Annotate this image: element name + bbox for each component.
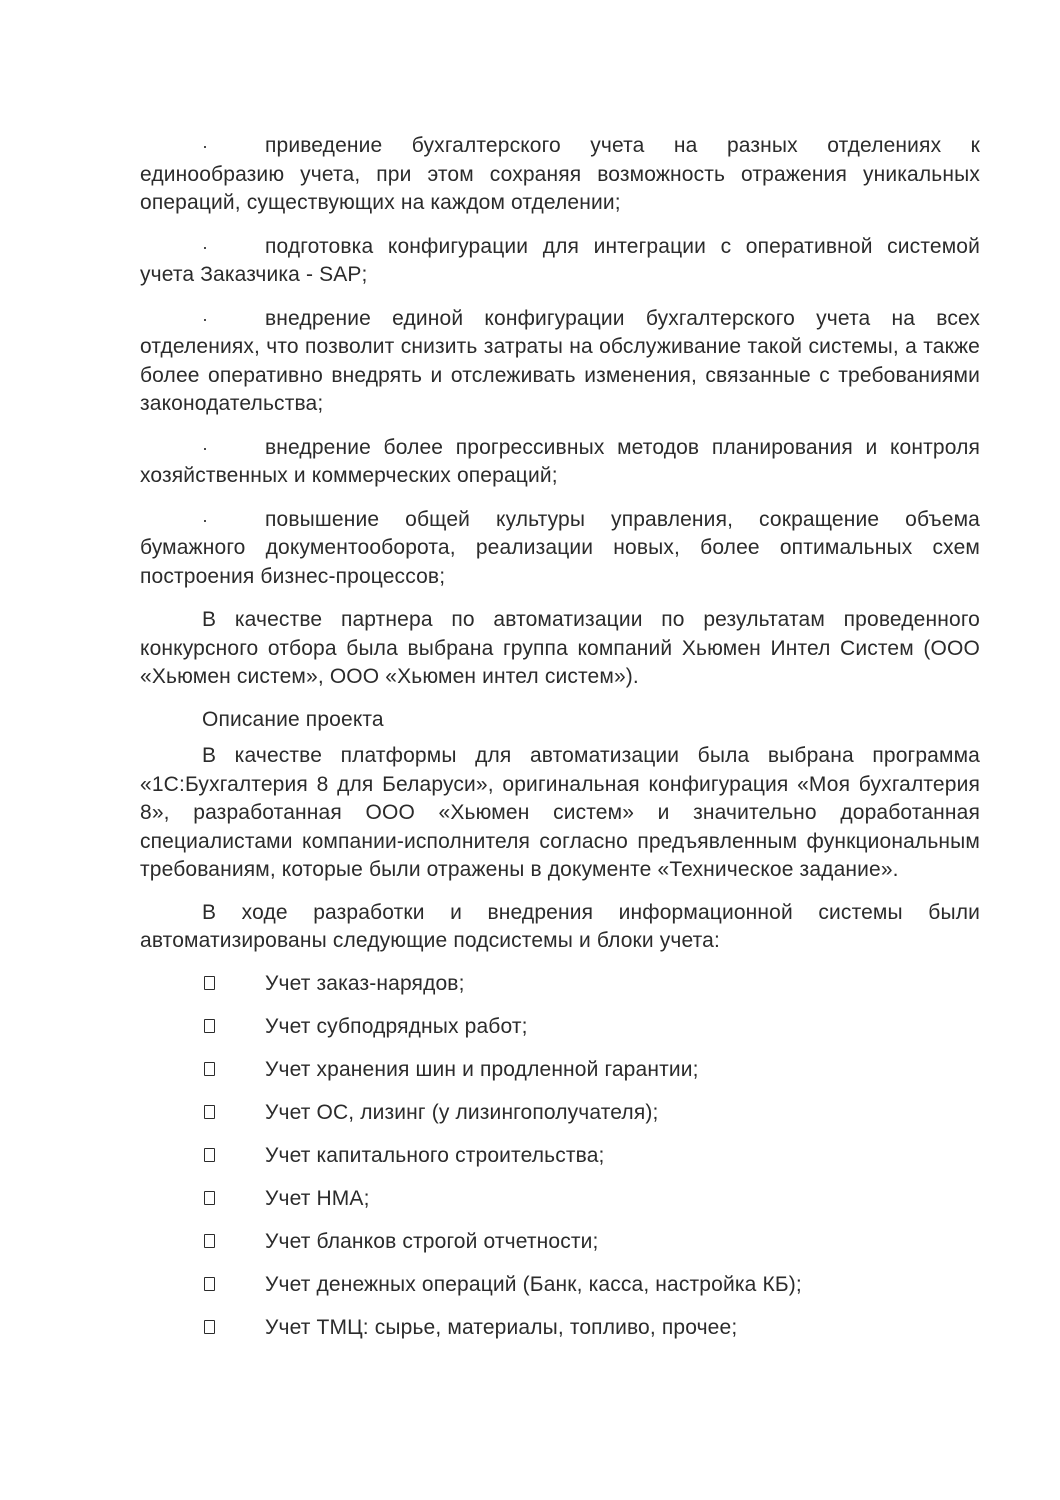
list-item: [140, 1056, 980, 1099]
list-item-text: Учет денежных операций (Банк, касса, настройка КБ);: [265, 1272, 802, 1296]
list-item: [140, 1271, 980, 1314]
list-item: [140, 1185, 980, 1228]
bullet-marker: ·: [202, 509, 209, 530]
bullet-item: [140, 506, 980, 592]
subsystems-intro: В ходе разработки и внедрения информационной системы были автоматизированы следующие подсистемы и блоки учета:: [140, 900, 980, 952]
checkbox-icon: [204, 1062, 215, 1076]
list-item: [140, 970, 980, 1013]
checkbox-icon: [204, 1019, 215, 1033]
list-item: [140, 1013, 980, 1056]
bullet-text: приведение бухгалтерского учета на разных отделениях к единообразию учета, при этом сохраняя возможность отражения уникальных операций, существующих на каждом отделении;: [140, 134, 980, 214]
section-heading: Описание проекта: [202, 707, 384, 731]
list-item: [140, 1314, 980, 1357]
partner-paragraph: В качестве партнера по автоматизации по результатам проведенного конкурсного отбора была выбрана группа компаний Хьюмен Интел Систем (ООО «Хьюмен систем», ООО «Хьюмен интел систем»).: [140, 608, 980, 688]
bullet-marker: ·: [202, 236, 209, 257]
bullet-text: внедрение единой конфигурации бухгалтерского учета на всех отделениях, что позволит снизить затраты на обслуживание такой системы, а также более оперативно внедрять и отслеживать изменения, связанные с требованиями законодательства;: [140, 306, 980, 415]
subsystems-list: [140, 970, 980, 1357]
checkbox-icon: [204, 1234, 215, 1248]
bullet-item: [140, 233, 980, 290]
checkbox-icon: [204, 976, 215, 990]
bullet-item: [140, 132, 980, 218]
list-item-text: Учет хранения шин и продленной гарантии;: [265, 1057, 699, 1081]
platform-paragraph: В качестве платформы для автоматизации была выбрана программа «1С:Бухгалтерия 8 для Беларуси», оригинальная конфигурация «Моя бухгалтерия 8», разработанная ООО «Хьюмен систем» и значительно доработанная специалистами компании-исполнителя согласно предъявленным функциональным требованиям, которые были отражены в документе «Техническое задание».: [140, 744, 980, 881]
list-item-text: Учет субподрядных работ;: [265, 1014, 528, 1038]
list-item-text: Учет ТМЦ: сырье, материалы, топливо, прочее;: [265, 1315, 738, 1339]
list-item-text: Учет бланков строгой отчетности;: [265, 1229, 599, 1253]
checkbox-icon: [204, 1277, 215, 1291]
list-item-text: Учет НМА;: [265, 1186, 370, 1210]
list-item-text: Учет заказ-нарядов;: [265, 971, 465, 995]
list-item: [140, 1228, 980, 1271]
bullet-text: внедрение более прогрессивных методов планирования и контроля хозяйственных и коммерческих операций;: [140, 435, 980, 487]
bullet-item: [140, 305, 980, 419]
bullet-text: повышение общей культуры управления, сокращение объема бумажного документооборота, реализации новых, более оптимальных схем построения бизнес-процессов;: [140, 507, 980, 588]
bullet-marker: ·: [202, 308, 209, 329]
list-item: [140, 1142, 980, 1185]
bullet-text: подготовка конфигурации для интеграции с оперативной системой учета Заказчика - SAP;: [140, 234, 980, 286]
list-item: [140, 1099, 980, 1142]
bullet-marker: ·: [202, 437, 209, 458]
checkbox-icon: [204, 1105, 215, 1119]
checkbox-icon: [204, 1320, 215, 1334]
list-item-text: Учет ОС, лизинг (у лизингополучателя);: [265, 1100, 659, 1124]
list-item-text: Учет капитального строительства;: [265, 1143, 605, 1167]
bullet-marker: ·: [202, 136, 209, 156]
checkbox-icon: [204, 1191, 215, 1205]
bullet-item: [140, 434, 980, 491]
document-body: [140, 132, 980, 1357]
checkbox-icon: [204, 1148, 215, 1162]
